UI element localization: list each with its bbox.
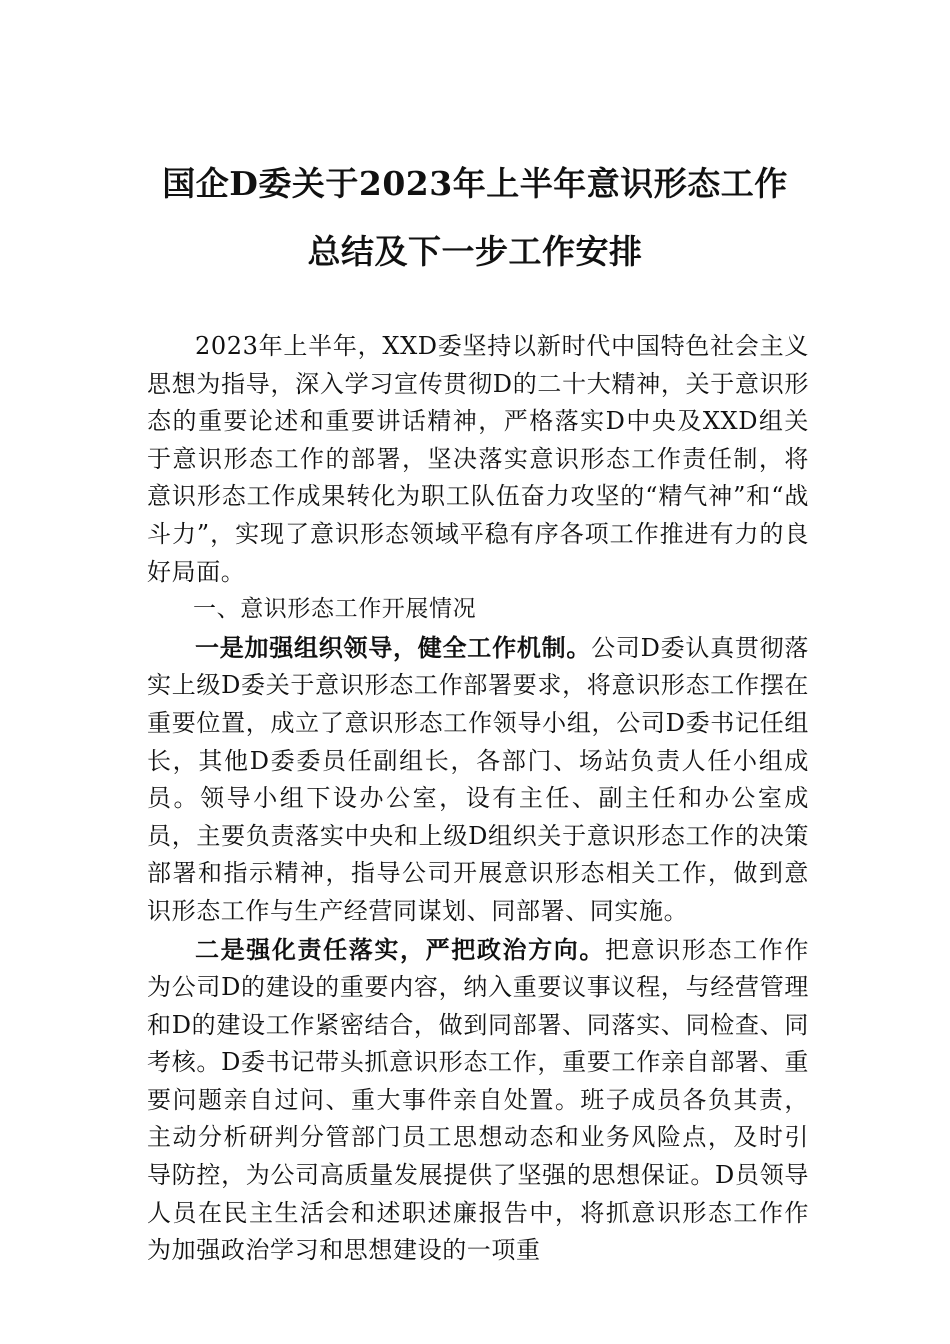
intro-paragraph: 2023年上半年，XXD委坚持以新时代中国特色社会主义思想为指导，深入学习宣传贯彻D的二十大精神，关于意识形态的重要论述和重要讲话精神，严格落实D中央及XXD组关于意识形态工作的部署，坚决落实意识形态工作责任制，将意识形态工作成果转化为职工队伍奋力攻坚的“精气神”和“战斗力”，实现了意识形态领域平稳有序各项工作推进有力的良好局面。 — [147, 332, 809, 586]
point-2-text: 把意识形态工作作为公司D的建设的重要内容，纳入重要议事议程，与经营管理和D的建设工作紧密结合，做到同部署、同落实、同检查、同考核。D委书记带头抓意识形态工作，重要工作亲自部署、重要问题亲自过问、重大事件亲自处置。班子成员各负其责，主动分析研判分管部门员工思想动态和业务风险点，及时引导防控，为公司高质量发展提供了坚强的思想保证。D员领导人员在民主生活会和述职述廉报告中，将抓意识形态工作作为加强政治学习和思想建设的一项重 — [147, 935, 809, 1265]
document-title-line-2: 总结及下一步工作安排 — [307, 232, 643, 271]
document-title-line-1: 国企D委关于2023年上半年意识形态工作 — [162, 164, 788, 203]
point-1-text: 公司D委认真贯彻落实上级D委关于意识形态工作部署要求，将意识形态工作摆在重要位置，成立了意识形态工作领导小组，公司D委书记任组长，其他D委委员任副组长，各部门、场站负责人任小组成员。领导小组下设办公室，设有主任、副主任和办公室成员，主要负责落实中央和上级D组织关于意识形态工作的决策部署和指示精神，指导公司开展意识形态相关工作，做到意识形态工作与生产经营同谋划、同部署、同实施。 — [147, 633, 809, 925]
document-body — [147, 328, 809, 1270]
point-paragraph-1 — [147, 629, 809, 931]
point-paragraph-2 — [147, 931, 809, 1270]
point-1-lead: 一是加强组织领导，健全工作机制。 — [195, 632, 592, 662]
section-heading-1: 一、意识形态工作开展情况 — [193, 596, 477, 623]
point-2-lead: 二是强化责任落实，严把政治方向。 — [195, 934, 606, 964]
